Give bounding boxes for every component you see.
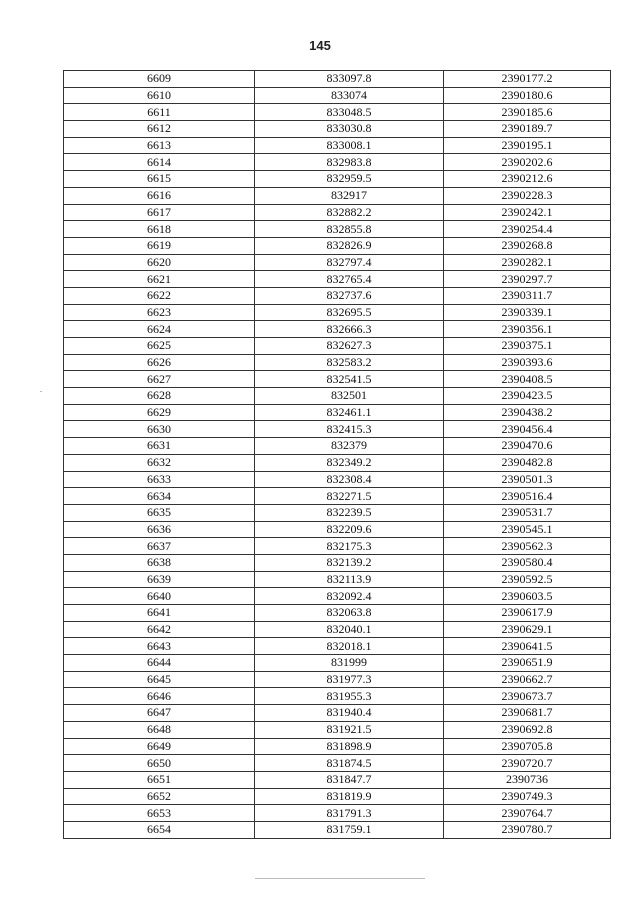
x-coordinate-cell: 832379 [255,438,444,455]
y-coordinate-cell: 2390393.6 [444,354,611,371]
y-coordinate-cell: 2390339.1 [444,304,611,321]
table-row [64,371,611,388]
x-coordinate-cell: 832501 [255,388,444,405]
table-row [64,237,611,254]
x-coordinate-cell: 832917 [255,187,444,204]
x-coordinate-cell: 831874.5 [255,755,444,772]
table-row [64,421,611,438]
x-coordinate-cell: 832583.2 [255,354,444,371]
coordinates-table [63,70,611,839]
y-coordinate-cell: 2390780.7 [444,821,611,838]
table-row [64,788,611,805]
point-number-cell: 6636 [64,521,255,538]
x-coordinate-cell: 832175.3 [255,538,444,555]
y-coordinate-cell: 2390177.2 [444,71,611,88]
x-coordinate-cell: 832092.4 [255,588,444,605]
table-row [64,821,611,838]
y-coordinate-cell: 2390764.7 [444,805,611,822]
table-row [64,571,611,588]
point-number-cell: 6609 [64,71,255,88]
y-coordinate-cell: 2390545.1 [444,521,611,538]
point-number-cell: 6645 [64,671,255,688]
y-coordinate-cell: 2390212.6 [444,171,611,188]
point-number-cell: 6635 [64,504,255,521]
table-row [64,338,611,355]
point-number-cell: 6648 [64,721,255,738]
point-number-cell: 6613 [64,137,255,154]
y-coordinate-cell: 2390516.4 [444,488,611,505]
x-coordinate-cell: 833074 [255,87,444,104]
point-number-cell: 6640 [64,588,255,605]
point-number-cell: 6612 [64,121,255,138]
point-number-cell: 6629 [64,404,255,421]
x-coordinate-cell: 832209.6 [255,521,444,538]
point-number-cell: 6652 [64,788,255,805]
x-coordinate-cell: 832239.5 [255,504,444,521]
y-coordinate-cell: 2390617.9 [444,605,611,622]
table-row [64,705,611,722]
table-row [64,221,611,238]
point-number-cell: 6631 [64,438,255,455]
x-coordinate-cell: 831847.7 [255,771,444,788]
coordinates-table-body [64,71,611,839]
x-coordinate-cell: 833030.8 [255,121,444,138]
x-coordinate-cell: 831759.1 [255,821,444,838]
point-number-cell: 6653 [64,805,255,822]
x-coordinate-cell: 832826.9 [255,237,444,254]
y-coordinate-cell: 2390580.4 [444,554,611,571]
x-coordinate-cell: 832737.6 [255,287,444,304]
point-number-cell: 6632 [64,454,255,471]
y-coordinate-cell: 2390482.8 [444,454,611,471]
table-row [64,638,611,655]
y-coordinate-cell: 2390438.2 [444,404,611,421]
point-number-cell: 6614 [64,154,255,171]
point-number-cell: 6619 [64,237,255,254]
y-coordinate-cell: 2390662.7 [444,671,611,688]
x-coordinate-cell: 832415.3 [255,421,444,438]
point-number-cell: 6646 [64,688,255,705]
x-coordinate-cell: 832541.5 [255,371,444,388]
point-number-cell: 6616 [64,187,255,204]
point-number-cell: 6611 [64,104,255,121]
table-row [64,187,611,204]
table-row [64,121,611,138]
x-coordinate-cell: 832461.1 [255,404,444,421]
x-coordinate-cell: 832627.3 [255,338,444,355]
table-row [64,171,611,188]
table-row [64,254,611,271]
y-coordinate-cell: 2390562.3 [444,538,611,555]
y-coordinate-cell: 2390673.7 [444,688,611,705]
x-coordinate-cell: 831791.3 [255,805,444,822]
table-row [64,388,611,405]
table-row [64,471,611,488]
point-number-cell: 6625 [64,338,255,355]
y-coordinate-cell: 2390749.3 [444,788,611,805]
table-row [64,438,611,455]
y-coordinate-cell: 2390375.1 [444,338,611,355]
table-row [64,321,611,338]
table-row [64,588,611,605]
y-coordinate-cell: 2390641.5 [444,638,611,655]
point-number-cell: 6651 [64,771,255,788]
point-number-cell: 6654 [64,821,255,838]
y-coordinate-cell: 2390180.6 [444,87,611,104]
point-number-cell: 6622 [64,287,255,304]
x-coordinate-cell: 832797.4 [255,254,444,271]
point-number-cell: 6644 [64,655,255,672]
table-row [64,504,611,521]
y-coordinate-cell: 2390408.5 [444,371,611,388]
point-number-cell: 6650 [64,755,255,772]
y-coordinate-cell: 2390195.1 [444,137,611,154]
table-row [64,204,611,221]
y-coordinate-cell: 2390228.3 [444,187,611,204]
table-row [64,538,611,555]
point-number-cell: 6642 [64,621,255,638]
x-coordinate-cell: 831977.3 [255,671,444,688]
table-row [64,688,611,705]
table-row [64,621,611,638]
y-coordinate-cell: 2390720.7 [444,755,611,772]
x-coordinate-cell: 832040.1 [255,621,444,638]
y-coordinate-cell: 2390297.7 [444,271,611,288]
table-row [64,87,611,104]
table-row [64,521,611,538]
y-coordinate-cell: 2390629.1 [444,621,611,638]
table-row [64,354,611,371]
x-coordinate-cell: 833048.5 [255,104,444,121]
y-coordinate-cell: 2390603.5 [444,588,611,605]
point-number-cell: 6624 [64,321,255,338]
x-coordinate-cell: 831819.9 [255,788,444,805]
point-number-cell: 6623 [64,304,255,321]
table-row [64,671,611,688]
x-coordinate-cell: 832765.4 [255,271,444,288]
x-coordinate-cell: 831940.4 [255,705,444,722]
y-coordinate-cell: 2390242.1 [444,204,611,221]
point-number-cell: 6628 [64,388,255,405]
x-coordinate-cell: 831999 [255,655,444,672]
table-row [64,771,611,788]
x-coordinate-cell: 832063.8 [255,605,444,622]
point-number-cell: 6620 [64,254,255,271]
table-row [64,71,611,88]
point-number-cell: 6621 [64,271,255,288]
x-coordinate-cell: 832018.1 [255,638,444,655]
y-coordinate-cell: 2390202.6 [444,154,611,171]
x-coordinate-cell: 831921.5 [255,721,444,738]
x-coordinate-cell: 832349.2 [255,454,444,471]
y-coordinate-cell: 2390456.4 [444,421,611,438]
point-number-cell: 6643 [64,638,255,655]
y-coordinate-cell: 2390185.6 [444,104,611,121]
point-number-cell: 6615 [64,171,255,188]
table-row [64,154,611,171]
x-coordinate-cell: 832308.4 [255,471,444,488]
page-number: 145 [309,38,331,53]
point-number-cell: 6634 [64,488,255,505]
point-number-cell: 6626 [64,354,255,371]
x-coordinate-cell: 831898.9 [255,738,444,755]
y-coordinate-cell: 2390705.8 [444,738,611,755]
table-row [64,721,611,738]
point-number-cell: 6638 [64,554,255,571]
point-number-cell: 6639 [64,571,255,588]
table-row [64,488,611,505]
x-coordinate-cell: 832959.5 [255,171,444,188]
x-coordinate-cell: 833008.1 [255,137,444,154]
y-coordinate-cell: 2390736 [444,771,611,788]
y-coordinate-cell: 2390356.1 [444,321,611,338]
point-number-cell: 6610 [64,87,255,104]
y-coordinate-cell: 2390268.8 [444,237,611,254]
point-number-cell: 6633 [64,471,255,488]
x-coordinate-cell: 832983.8 [255,154,444,171]
x-coordinate-cell: 832666.3 [255,321,444,338]
x-coordinate-cell: 832113.9 [255,571,444,588]
table-row [64,454,611,471]
x-coordinate-cell: 832139.2 [255,554,444,571]
x-coordinate-cell: 832271.5 [255,488,444,505]
table-row [64,755,611,772]
x-coordinate-cell: 832695.5 [255,304,444,321]
table-row [64,738,611,755]
scan-speck [40,391,42,392]
y-coordinate-cell: 2390470.6 [444,438,611,455]
y-coordinate-cell: 2390423.5 [444,388,611,405]
y-coordinate-cell: 2390254.4 [444,221,611,238]
footer-rule [255,878,425,879]
point-number-cell: 6637 [64,538,255,555]
y-coordinate-cell: 2390501.3 [444,471,611,488]
y-coordinate-cell: 2390681.7 [444,705,611,722]
y-coordinate-cell: 2390311.7 [444,287,611,304]
table-row [64,655,611,672]
point-number-cell: 6618 [64,221,255,238]
point-number-cell: 6647 [64,705,255,722]
point-number-cell: 6641 [64,605,255,622]
table-row [64,554,611,571]
table-row [64,404,611,421]
x-coordinate-cell: 833097.8 [255,71,444,88]
table-row [64,805,611,822]
y-coordinate-cell: 2390592.5 [444,571,611,588]
x-coordinate-cell: 832882.2 [255,204,444,221]
table-row [64,137,611,154]
y-coordinate-cell: 2390531.7 [444,504,611,521]
point-number-cell: 6617 [64,204,255,221]
table-row [64,304,611,321]
point-number-cell: 6630 [64,421,255,438]
y-coordinate-cell: 2390651.9 [444,655,611,672]
x-coordinate-cell: 831955.3 [255,688,444,705]
table-row [64,287,611,304]
x-coordinate-cell: 832855.8 [255,221,444,238]
table-row [64,271,611,288]
y-coordinate-cell: 2390282.1 [444,254,611,271]
point-number-cell: 6627 [64,371,255,388]
y-coordinate-cell: 2390692.8 [444,721,611,738]
table-row [64,104,611,121]
point-number-cell: 6649 [64,738,255,755]
y-coordinate-cell: 2390189.7 [444,121,611,138]
table-row [64,605,611,622]
